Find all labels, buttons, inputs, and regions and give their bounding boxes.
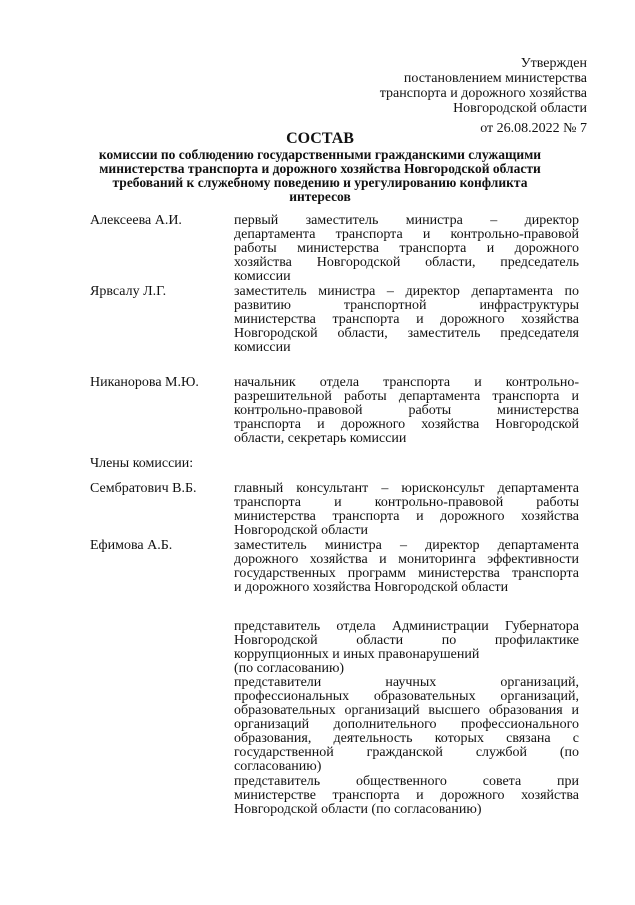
member-role <box>234 376 579 446</box>
role-line: области, секретарь комиссии <box>234 431 407 446</box>
role-line: Новгородской области, заместитель председателя <box>234 326 579 341</box>
member-name: Алексеева А.И. <box>90 213 182 228</box>
representative-role <box>234 676 579 774</box>
document-subtitle <box>60 148 580 204</box>
subtitle-line: интересов <box>289 189 351 204</box>
role-line: разрешительной работы департамента транспорта и <box>234 389 579 404</box>
role-line: хозяйства Новгородской области, председатель <box>234 255 579 270</box>
member-name: Ефимова А.Б. <box>90 538 173 553</box>
representative-role <box>234 620 579 676</box>
member-name: Никанорова М.Ю. <box>90 375 199 390</box>
role-line: Новгородской области (по согласованию) <box>234 802 482 817</box>
role-line: начальник отдела транспорта и контрольно- <box>234 375 579 390</box>
role-line: государственной гражданской службой (по <box>234 745 579 760</box>
role-line: организаций дополнительного профессионального <box>234 717 579 732</box>
role-line: Новгородской области по профилактике <box>234 633 579 648</box>
approval-date: от 26.08.2022 № 7 <box>480 121 587 136</box>
role-line: министерства транспорта и дорожного хозяйства <box>234 312 579 327</box>
role-line: и дорожного хозяйства Новгородской области <box>234 580 509 595</box>
subtitle-line: требований к служебному поведению и урегулированию конфликта <box>112 175 528 190</box>
member-name: Сембратович В.Б. <box>90 481 197 496</box>
role-line: министерства транспорта и дорожного хозяйства <box>234 509 579 524</box>
role-line: департамента транспорта и контрольно-правовой <box>234 227 579 242</box>
role-line: комиссии <box>234 269 291 284</box>
approval-line: Утвержден <box>520 56 587 71</box>
role-line: главный консультант – юрисконсульт департамента <box>234 481 579 496</box>
role-line: образовательных организаций высшего образования и <box>234 703 579 718</box>
member-role <box>234 539 579 595</box>
role-line: профессиональных образовательных организаций, <box>234 689 579 704</box>
member-name: Ярвсалу Л.Г. <box>90 284 167 299</box>
role-line: развитию транспортной инфраструктуры <box>234 298 579 313</box>
member-role <box>234 285 579 355</box>
role-line: первый заместитель министра – директор <box>234 213 579 228</box>
subtitle-line: комиссии по соблюдению государственными гражданскими служащими <box>98 147 542 162</box>
role-line: согласованию) <box>234 759 322 774</box>
member-role <box>234 214 579 284</box>
role-line: Новгородской области <box>234 523 368 538</box>
document-heading <box>60 130 580 204</box>
role-line: образования, деятельность которых связана с <box>234 731 579 746</box>
role-line: заместитель министра – директор департамента по <box>234 284 579 299</box>
representative-role <box>234 775 579 817</box>
role-line: (по согласованию) <box>234 661 345 676</box>
member-role <box>234 482 579 538</box>
role-line: представители научных организаций, <box>234 675 579 690</box>
role-line: представитель отдела Администрации Губернатора <box>234 619 579 634</box>
approval-line: Новгородской области <box>453 101 587 116</box>
approval-stamp <box>380 56 587 136</box>
role-line: коррупционных и иных правонарушений <box>234 647 480 662</box>
role-line: государственных программ министерства транспорта <box>234 566 579 581</box>
subtitle-line: министерства транспорта и дорожного хозяйства Новгородской области <box>99 161 541 176</box>
role-line: комиссии <box>234 340 291 355</box>
role-line: министерстве транспорта и дорожного хозяйства <box>234 788 579 803</box>
role-line: заместитель министра – директор департамента <box>234 538 579 553</box>
role-line: работы министерства транспорта и дорожного <box>234 241 579 256</box>
approval-line: постановлением министерства <box>403 71 587 86</box>
role-line: дорожного хозяйства и мониторинга эффективности <box>234 552 579 567</box>
members-label: Члены комиссии: <box>90 456 194 471</box>
role-line: представитель общественного совета при <box>234 774 579 789</box>
role-line: транспорта и контрольно-правовой работы <box>234 495 579 510</box>
approval-line: транспорта и дорожного хозяйства <box>379 86 587 101</box>
role-line: контрольно-правовой работы министерства <box>234 403 579 418</box>
role-line: транспорта и дорожного хозяйства Новгородской <box>234 417 579 432</box>
document-title: СОСТАВ <box>286 130 354 147</box>
